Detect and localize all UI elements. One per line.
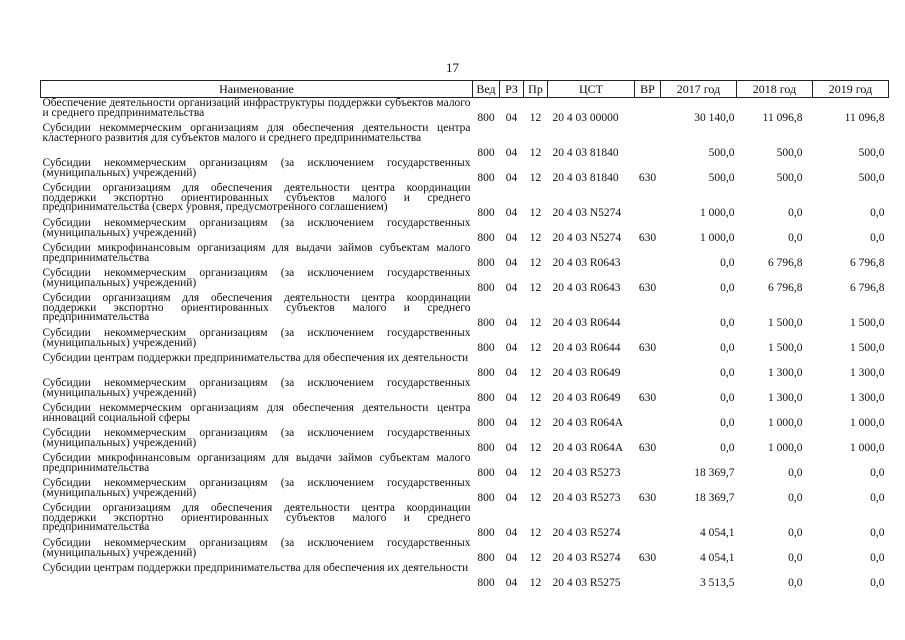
row-vr (635, 563, 661, 588)
row-vr (635, 98, 661, 124)
table-row (41, 268, 889, 293)
row-vr (635, 403, 661, 428)
row-name: Субсидии центрам поддержки предпринимательства для обеспечения их деятельности (42, 352, 469, 364)
row-name: Субсидии центрам поддержки предпринимательства для обеспечения их деятельности (42, 562, 469, 574)
row-ved: 800 (477, 442, 495, 454)
row-rz: 04 (505, 257, 518, 269)
page-number: 17 (446, 60, 459, 75)
row-2017: 18 369,7 (694, 467, 735, 479)
row-name: Субсидии организациям для обеспечения деятельности центра координации поддержки экспортно ориентированных субъектов малого и среднего предпринимательства (сверх уровня, предусмотренного соглашением) (42, 182, 471, 214)
row-name: Субсидии некоммерческим организациям (за исключением государственных (муниципальных) учреждений) (42, 217, 471, 239)
row-ved: 800 (477, 257, 495, 269)
row-vr: 630 (638, 392, 657, 404)
row-2019: 0,0 (870, 207, 885, 219)
row-2018: 1 300,0 (768, 392, 803, 404)
row-pr: 12 (529, 552, 542, 564)
row-rz: 04 (505, 467, 518, 479)
row-pr: 12 (529, 492, 542, 504)
table-row (41, 98, 889, 124)
row-pr: 12 (529, 527, 542, 539)
table-row (41, 563, 889, 588)
row-ved: 800 (477, 492, 495, 504)
row-rz: 04 (505, 172, 518, 184)
row-2017: 1 000,0 (700, 232, 735, 244)
row-2018: 0,0 (788, 467, 803, 479)
row-rz: 04 (505, 492, 518, 504)
row-2017: 500,0 (708, 172, 735, 184)
row-name: Субсидии организациям для обеспечения деятельности центра координации поддержки экспортно ориентированных субъектов малого и среднего предпринимательства (42, 502, 471, 534)
row-2019: 0,0 (870, 577, 885, 589)
row-name: Субсидии некоммерческим организациям для обеспечения деятельности центра кластерного развития для субъектов малого и среднего предпринимательства (42, 122, 471, 144)
row-cst: 20 4 03 R5273 (552, 467, 621, 479)
row-rz: 04 (505, 367, 518, 379)
row-vr (635, 243, 661, 268)
row-cst: 20 4 03 81840 (552, 147, 619, 159)
row-2017: 4 054,1 (700, 527, 735, 539)
header-2019: 2019 год (813, 81, 889, 98)
row-vr: 630 (638, 172, 657, 184)
table-row (41, 378, 889, 403)
row-vr: 630 (638, 342, 657, 354)
row-rz: 04 (505, 342, 518, 354)
row-pr: 12 (529, 257, 542, 269)
row-name: Субсидии микрофинансовым организациям для выдачи займов субъектам малого предпринимательства (42, 242, 471, 264)
row-cst: 20 4 03 R064A (552, 442, 624, 454)
row-name: Субсидии некоммерческим организациям для обеспечения деятельности центра инноваций социальной сферы (42, 402, 471, 424)
row-name: Субсидии некоммерческим организациям (за исключением государственных (муниципальных) учреждений) (42, 157, 471, 179)
row-2018: 1 000,0 (768, 417, 803, 429)
row-cst: 20 4 03 R5274 (552, 527, 621, 539)
table-row (41, 453, 889, 478)
row-2019: 500,0 (858, 172, 885, 184)
row-name: Субсидии организациям для обеспечения деятельности центра координации поддержки экспортно ориентированных субъектов малого и среднего предпринимательства (42, 292, 471, 324)
row-cst: 20 4 03 N5274 (552, 207, 622, 219)
row-2019: 500,0 (858, 147, 885, 159)
row-2018: 500,0 (776, 147, 803, 159)
row-name: Субсидии некоммерческим организациям (за исключением государственных (муниципальных) учреждений) (42, 327, 471, 349)
row-pr: 12 (529, 467, 542, 479)
row-rz: 04 (505, 147, 518, 159)
row-name: Обеспечение деятельности организаций инфраструктуры поддержки субъектов малого и среднего предпринимательства (42, 97, 471, 119)
table-header (41, 81, 889, 98)
row-2017: 30 140,0 (694, 112, 735, 124)
row-ved: 800 (477, 172, 495, 184)
row-ved: 800 (477, 392, 495, 404)
row-2019: 6 796,8 (850, 257, 885, 269)
table-row (41, 503, 889, 538)
row-cst: 20 4 03 R0649 (552, 392, 621, 404)
row-cst: 20 4 03 R0644 (552, 342, 621, 354)
table-row (41, 478, 889, 503)
header-cst: ЦСТ (548, 81, 635, 98)
row-2019: 1 300,0 (850, 392, 885, 404)
row-2019: 11 096,8 (844, 112, 885, 124)
row-pr: 12 (529, 392, 542, 404)
row-2017: 18 369,7 (694, 492, 735, 504)
row-pr: 12 (529, 417, 542, 429)
row-2017: 0,0 (720, 317, 735, 329)
row-vr (635, 293, 661, 328)
row-cst: 20 4 03 00000 (552, 112, 619, 124)
row-2019: 0,0 (870, 467, 885, 479)
row-2019: 1 000,0 (850, 417, 885, 429)
row-2017: 3 513,5 (700, 577, 735, 589)
header-name: Наименование (41, 81, 473, 98)
row-ved: 800 (477, 207, 495, 219)
row-2017: 0,0 (720, 257, 735, 269)
table-row (41, 158, 889, 183)
row-2018: 0,0 (788, 492, 803, 504)
table-row (41, 218, 889, 243)
row-cst: 20 4 03 R0649 (552, 367, 621, 379)
row-cst: 20 4 03 N5274 (552, 232, 622, 244)
row-rz: 04 (505, 442, 518, 454)
row-ved: 800 (477, 342, 495, 354)
row-cst: 20 4 03 81840 (552, 172, 619, 184)
table-row (41, 123, 889, 158)
row-rz: 04 (505, 317, 518, 329)
header-ved: Вед (473, 81, 500, 98)
row-rz: 04 (505, 552, 518, 564)
row-2019: 1 500,0 (850, 342, 885, 354)
table-row (41, 403, 889, 428)
row-ved: 800 (477, 147, 495, 159)
row-2019: 1 500,0 (850, 317, 885, 329)
row-pr: 12 (529, 282, 542, 294)
row-vr (635, 453, 661, 478)
row-2017: 0,0 (720, 417, 735, 429)
header-2018: 2018 год (737, 81, 813, 98)
row-2018: 0,0 (788, 207, 803, 219)
row-2019: 1 300,0 (850, 367, 885, 379)
header-2017: 2017 год (661, 81, 737, 98)
row-vr: 630 (638, 492, 657, 504)
row-cst: 20 4 03 R0643 (552, 257, 621, 269)
row-pr: 12 (529, 232, 542, 244)
row-rz: 04 (505, 232, 518, 244)
row-2017: 0,0 (720, 392, 735, 404)
table-row (41, 183, 889, 218)
header-vr: ВР (635, 81, 661, 98)
header-rz: РЗ (500, 81, 524, 98)
row-vr (635, 123, 661, 158)
row-2019: 1 000,0 (850, 442, 885, 454)
row-vr: 630 (638, 552, 657, 564)
table-row (41, 538, 889, 563)
row-rz: 04 (505, 417, 518, 429)
row-vr (635, 183, 661, 218)
row-2017: 500,0 (708, 147, 735, 159)
row-pr: 12 (529, 147, 542, 159)
row-name: Субсидии некоммерческим организациям (за исключением государственных (муниципальных) учреждений) (42, 377, 471, 399)
row-2017: 4 054,1 (700, 552, 735, 564)
row-cst: 20 4 03 R5274 (552, 552, 621, 564)
row-ved: 800 (477, 467, 495, 479)
row-2018: 1 500,0 (768, 317, 803, 329)
row-name: Субсидии некоммерческим организациям (за исключением государственных (муниципальных) учреждений) (42, 537, 471, 559)
table-row (41, 353, 889, 378)
row-rz: 04 (505, 577, 518, 589)
row-2017: 1 000,0 (700, 207, 735, 219)
row-name: Субсидии микрофинансовым организациям для выдачи займов субъектам малого предпринимательства (42, 452, 471, 474)
row-2018: 6 796,8 (768, 282, 803, 294)
row-2018: 1 500,0 (768, 342, 803, 354)
row-rz: 04 (505, 392, 518, 404)
row-rz: 04 (505, 282, 518, 294)
row-pr: 12 (529, 317, 542, 329)
row-pr: 12 (529, 172, 542, 184)
row-pr: 12 (529, 367, 542, 379)
row-rz: 04 (505, 527, 518, 539)
row-2019: 0,0 (870, 552, 885, 564)
row-pr: 12 (529, 442, 542, 454)
row-name: Субсидии некоммерческим организациям (за исключением государственных (муниципальных) учреждений) (42, 477, 471, 499)
row-2019: 0,0 (870, 232, 885, 244)
row-ved: 800 (477, 527, 495, 539)
table-row (41, 293, 889, 328)
row-2018: 11 096,8 (762, 112, 803, 124)
row-2019: 0,0 (870, 527, 885, 539)
row-cst: 20 4 03 R5275 (552, 577, 621, 589)
row-cst: 20 4 03 R0644 (552, 317, 621, 329)
row-2018: 0,0 (788, 552, 803, 564)
row-2018: 0,0 (788, 527, 803, 539)
row-ved: 800 (477, 112, 495, 124)
row-cst: 20 4 03 R5273 (552, 492, 621, 504)
row-ved: 800 (477, 552, 495, 564)
row-2019: 0,0 (870, 492, 885, 504)
table-row (41, 243, 889, 268)
row-2018: 500,0 (776, 172, 803, 184)
row-2019: 6 796,8 (850, 282, 885, 294)
row-pr: 12 (529, 112, 542, 124)
row-2017: 0,0 (720, 442, 735, 454)
budget-table (40, 80, 889, 588)
row-rz: 04 (505, 207, 518, 219)
row-ved: 800 (477, 577, 495, 589)
row-ved: 800 (477, 367, 495, 379)
row-name: Субсидии некоммерческим организациям (за исключением государственных (муниципальных) учреждений) (42, 267, 471, 289)
row-pr: 12 (529, 207, 542, 219)
row-vr: 630 (638, 442, 657, 454)
row-2018: 1 000,0 (768, 442, 803, 454)
row-name: Субсидии некоммерческим организациям (за исключением государственных (муниципальных) учреждений) (42, 427, 471, 449)
row-pr: 12 (529, 342, 542, 354)
row-2018: 1 300,0 (768, 367, 803, 379)
row-2018: 0,0 (788, 577, 803, 589)
row-ved: 800 (477, 232, 495, 244)
table-row (41, 328, 889, 353)
row-2017: 0,0 (720, 342, 735, 354)
row-ved: 800 (477, 282, 495, 294)
row-vr: 630 (638, 282, 657, 294)
row-ved: 800 (477, 417, 495, 429)
row-2017: 0,0 (720, 282, 735, 294)
row-vr (635, 503, 661, 538)
row-vr (635, 353, 661, 378)
row-rz: 04 (505, 112, 518, 124)
row-cst: 20 4 03 R0643 (552, 282, 621, 294)
row-2017: 0,0 (720, 367, 735, 379)
table-row (41, 428, 889, 453)
row-vr: 630 (638, 232, 657, 244)
row-2018: 0,0 (788, 232, 803, 244)
row-ved: 800 (477, 317, 495, 329)
row-pr: 12 (529, 577, 542, 589)
table-body (41, 98, 889, 589)
row-2018: 6 796,8 (768, 257, 803, 269)
row-cst: 20 4 03 R064A (552, 417, 624, 429)
header-pr: Пр (524, 81, 548, 98)
